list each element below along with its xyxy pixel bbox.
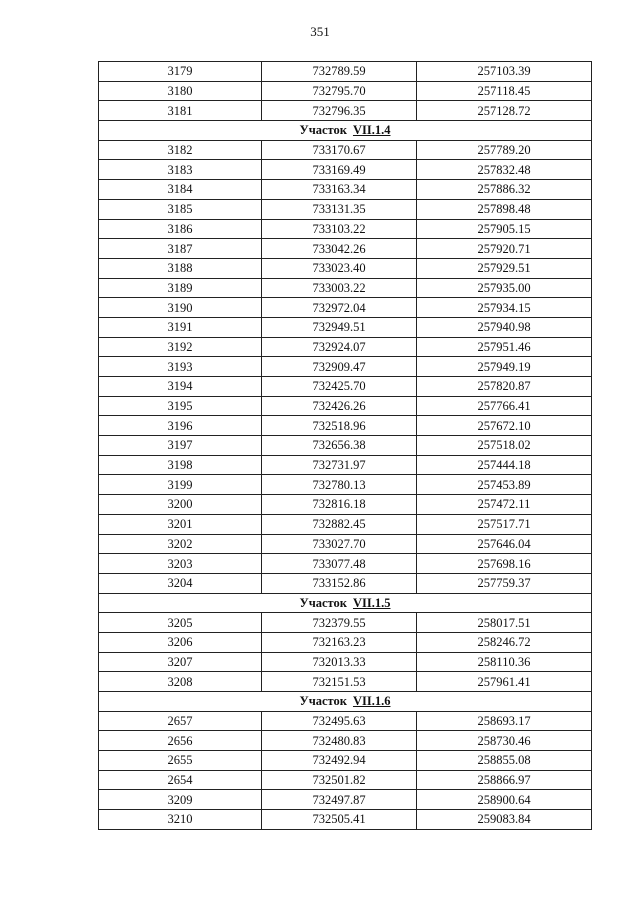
table-row (99, 278, 592, 298)
point-number-cell: 3180 (99, 81, 262, 101)
x-coordinate-cell: 733163.34 (262, 180, 417, 200)
point-number-cell: 3198 (99, 455, 262, 475)
point-number-cell: 3210 (99, 810, 262, 830)
table-row (99, 554, 592, 574)
x-coordinate-cell: 732882.45 (262, 514, 417, 534)
point-number-cell: 3192 (99, 337, 262, 357)
x-coordinate-cell: 732656.38 (262, 436, 417, 456)
table-row (99, 672, 592, 692)
table-row (99, 632, 592, 652)
x-coordinate-cell: 732379.55 (262, 613, 417, 633)
y-coordinate-cell: 257766.41 (417, 396, 592, 416)
x-coordinate-cell: 732505.41 (262, 810, 417, 830)
table-row (99, 613, 592, 633)
x-coordinate-cell: 732789.59 (262, 62, 417, 82)
table-row (99, 140, 592, 160)
table-row (99, 337, 592, 357)
x-coordinate-cell: 732731.97 (262, 455, 417, 475)
point-number-cell: 3195 (99, 396, 262, 416)
table-row (99, 396, 592, 416)
x-coordinate-cell: 733003.22 (262, 278, 417, 298)
x-coordinate-cell: 733042.26 (262, 239, 417, 259)
x-coordinate-cell: 732795.70 (262, 81, 417, 101)
x-coordinate-cell: 732796.35 (262, 101, 417, 121)
point-number-cell: 2654 (99, 770, 262, 790)
y-coordinate-cell: 257935.00 (417, 278, 592, 298)
x-coordinate-cell: 732501.82 (262, 770, 417, 790)
point-number-cell: 2655 (99, 751, 262, 771)
table-row (99, 239, 592, 259)
section-header (99, 692, 592, 712)
point-number-cell: 3191 (99, 317, 262, 337)
table-row (99, 199, 592, 219)
y-coordinate-cell: 257886.32 (417, 180, 592, 200)
x-coordinate-cell: 732909.47 (262, 357, 417, 377)
coordinates-table-body (99, 62, 592, 830)
table-row (99, 514, 592, 534)
y-coordinate-cell: 258246.72 (417, 632, 592, 652)
y-coordinate-cell: 257128.72 (417, 101, 592, 121)
section-id: VII.1.6 (352, 694, 391, 709)
point-number-cell: 3181 (99, 101, 262, 121)
y-coordinate-cell: 257646.04 (417, 534, 592, 554)
y-coordinate-cell: 257789.20 (417, 140, 592, 160)
x-coordinate-cell: 732518.96 (262, 416, 417, 436)
y-coordinate-cell: 257920.71 (417, 239, 592, 259)
table-row (99, 180, 592, 200)
y-coordinate-cell: 257898.48 (417, 199, 592, 219)
section-header (99, 121, 592, 141)
table-row (99, 751, 592, 771)
point-number-cell: 3205 (99, 613, 262, 633)
x-coordinate-cell: 732949.51 (262, 317, 417, 337)
section-header (99, 593, 592, 613)
point-number-cell: 3189 (99, 278, 262, 298)
table-row (99, 101, 592, 121)
x-coordinate-cell: 732151.53 (262, 672, 417, 692)
point-number-cell: 2657 (99, 711, 262, 731)
point-number-cell: 3183 (99, 160, 262, 180)
table-row (99, 81, 592, 101)
x-coordinate-cell: 732426.26 (262, 396, 417, 416)
y-coordinate-cell: 257934.15 (417, 298, 592, 318)
x-coordinate-cell: 732780.13 (262, 475, 417, 495)
point-number-cell: 2656 (99, 731, 262, 751)
x-coordinate-cell: 732425.70 (262, 377, 417, 397)
x-coordinate-cell: 733169.49 (262, 160, 417, 180)
point-number-cell: 3188 (99, 258, 262, 278)
y-coordinate-cell: 258900.64 (417, 790, 592, 810)
y-coordinate-cell: 257949.19 (417, 357, 592, 377)
y-coordinate-cell: 257929.51 (417, 258, 592, 278)
y-coordinate-cell: 257940.98 (417, 317, 592, 337)
point-number-cell: 3202 (99, 534, 262, 554)
x-coordinate-cell: 732924.07 (262, 337, 417, 357)
x-coordinate-cell: 733027.70 (262, 534, 417, 554)
section-label: Участок (299, 123, 347, 138)
table-row (99, 416, 592, 436)
table-row (99, 711, 592, 731)
point-number-cell: 3197 (99, 436, 262, 456)
table-row (99, 62, 592, 82)
y-coordinate-cell: 257820.87 (417, 377, 592, 397)
section-header-row (99, 692, 592, 712)
point-number-cell: 3185 (99, 199, 262, 219)
x-coordinate-cell: 733131.35 (262, 199, 417, 219)
x-coordinate-cell: 733152.86 (262, 573, 417, 593)
table-row (99, 258, 592, 278)
x-coordinate-cell: 732492.94 (262, 751, 417, 771)
y-coordinate-cell: 258855.08 (417, 751, 592, 771)
table-row (99, 652, 592, 672)
y-coordinate-cell: 257905.15 (417, 219, 592, 239)
y-coordinate-cell: 257453.89 (417, 475, 592, 495)
point-number-cell: 3179 (99, 62, 262, 82)
point-number-cell: 3206 (99, 632, 262, 652)
table-row (99, 731, 592, 751)
y-coordinate-cell: 259083.84 (417, 810, 592, 830)
section-id: VII.1.4 (352, 123, 391, 138)
point-number-cell: 3184 (99, 180, 262, 200)
x-coordinate-cell: 732480.83 (262, 731, 417, 751)
x-coordinate-cell: 732972.04 (262, 298, 417, 318)
y-coordinate-cell: 257951.46 (417, 337, 592, 357)
table-row (99, 810, 592, 830)
table-row (99, 298, 592, 318)
point-number-cell: 3199 (99, 475, 262, 495)
x-coordinate-cell: 733103.22 (262, 219, 417, 239)
point-number-cell: 3196 (99, 416, 262, 436)
point-number-cell: 3200 (99, 495, 262, 515)
table-row (99, 219, 592, 239)
point-number-cell: 3193 (99, 357, 262, 377)
table-row (99, 436, 592, 456)
y-coordinate-cell: 258693.17 (417, 711, 592, 731)
y-coordinate-cell: 257444.18 (417, 455, 592, 475)
y-coordinate-cell: 257961.41 (417, 672, 592, 692)
x-coordinate-cell: 732816.18 (262, 495, 417, 515)
section-label: Участок (299, 694, 347, 709)
table-row (99, 160, 592, 180)
table-row (99, 455, 592, 475)
y-coordinate-cell: 257759.37 (417, 573, 592, 593)
table-row (99, 790, 592, 810)
x-coordinate-cell: 733077.48 (262, 554, 417, 574)
point-number-cell: 3207 (99, 652, 262, 672)
point-number-cell: 3186 (99, 219, 262, 239)
y-coordinate-cell: 257103.39 (417, 62, 592, 82)
table-row (99, 495, 592, 515)
table-row (99, 573, 592, 593)
table-row (99, 534, 592, 554)
point-number-cell: 3187 (99, 239, 262, 259)
x-coordinate-cell: 733170.67 (262, 140, 417, 160)
x-coordinate-cell: 732497.87 (262, 790, 417, 810)
x-coordinate-cell: 733023.40 (262, 258, 417, 278)
x-coordinate-cell: 732163.23 (262, 632, 417, 652)
table-row (99, 475, 592, 495)
y-coordinate-cell: 257118.45 (417, 81, 592, 101)
point-number-cell: 3182 (99, 140, 262, 160)
y-coordinate-cell: 257832.48 (417, 160, 592, 180)
y-coordinate-cell: 258110.36 (417, 652, 592, 672)
y-coordinate-cell: 257672.10 (417, 416, 592, 436)
table-row (99, 770, 592, 790)
point-number-cell: 3209 (99, 790, 262, 810)
table-row (99, 377, 592, 397)
point-number-cell: 3208 (99, 672, 262, 692)
page-number: 351 (310, 24, 330, 39)
y-coordinate-cell: 258730.46 (417, 731, 592, 751)
point-number-cell: 3204 (99, 573, 262, 593)
x-coordinate-cell: 732013.33 (262, 652, 417, 672)
y-coordinate-cell: 257698.16 (417, 554, 592, 574)
point-number-cell: 3203 (99, 554, 262, 574)
section-label: Участок (299, 595, 347, 610)
y-coordinate-cell: 258866.97 (417, 770, 592, 790)
point-number-cell: 3190 (99, 298, 262, 318)
y-coordinate-cell: 258017.51 (417, 613, 592, 633)
table-row (99, 357, 592, 377)
y-coordinate-cell: 257517.71 (417, 514, 592, 534)
section-id: VII.1.5 (352, 595, 391, 610)
y-coordinate-cell: 257472.11 (417, 495, 592, 515)
coordinates-table (98, 61, 592, 830)
point-number-cell: 3194 (99, 377, 262, 397)
point-number-cell: 3201 (99, 514, 262, 534)
table-row (99, 317, 592, 337)
section-header-row (99, 593, 592, 613)
x-coordinate-cell: 732495.63 (262, 711, 417, 731)
section-header-row (99, 121, 592, 141)
y-coordinate-cell: 257518.02 (417, 436, 592, 456)
